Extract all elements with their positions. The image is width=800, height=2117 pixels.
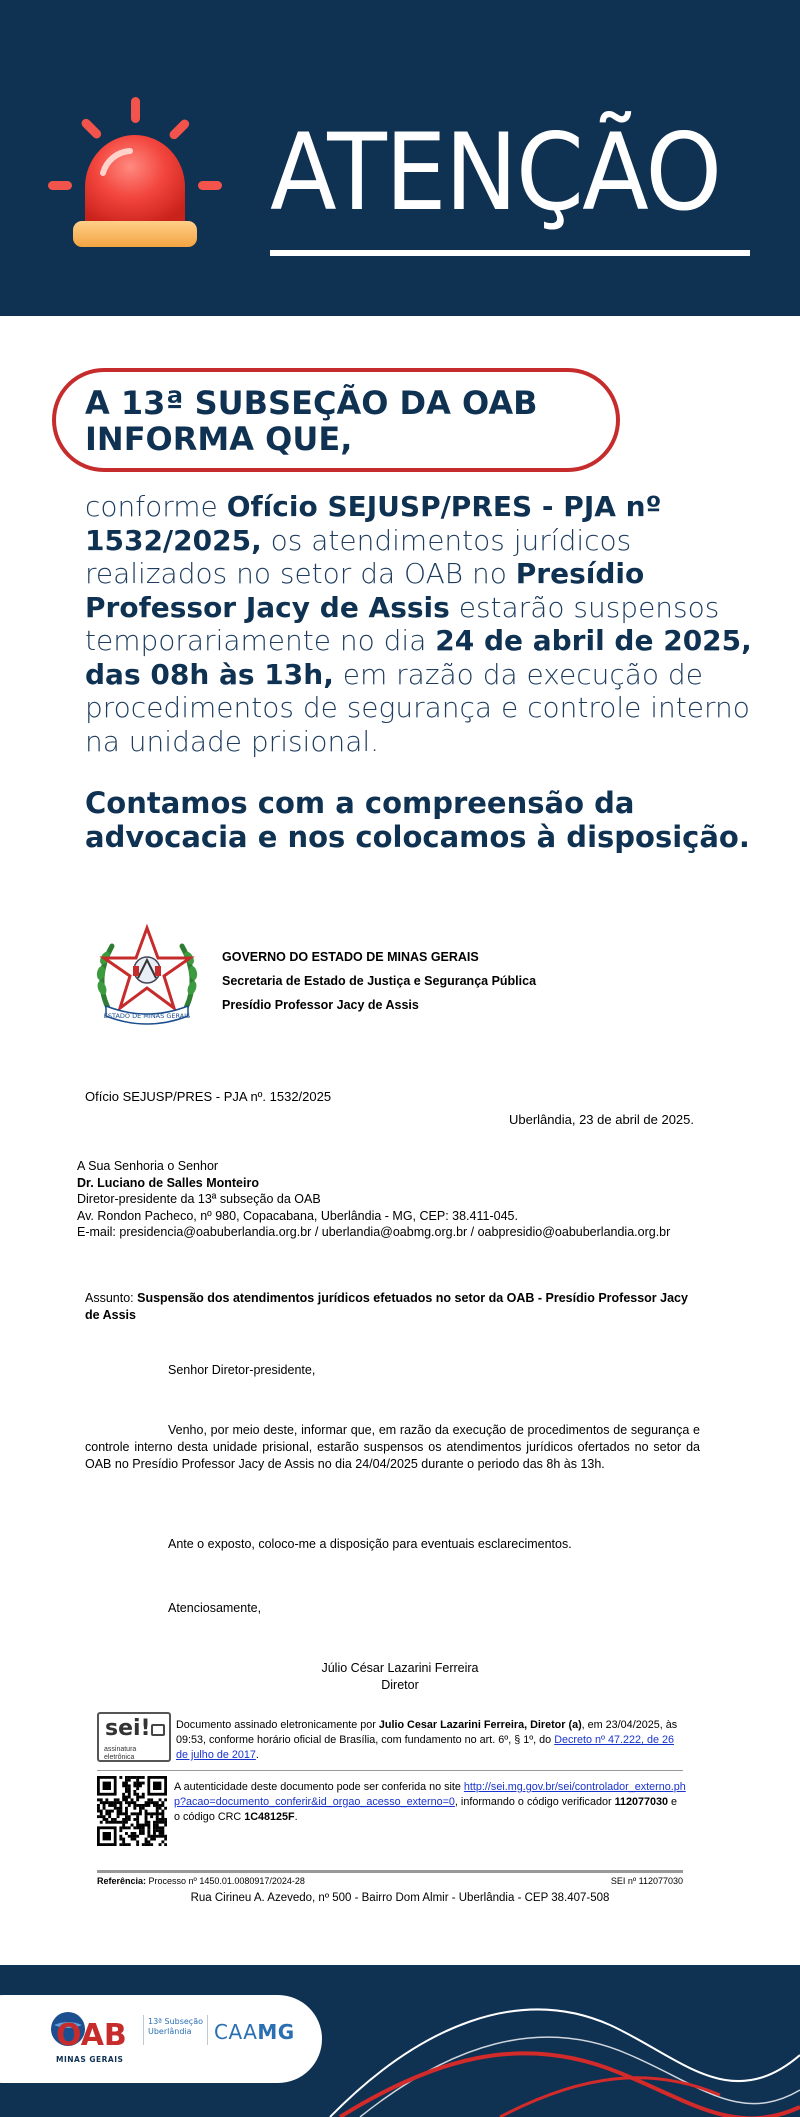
closing-statement: Contamos com a compreensão da advocacia e nos colocamos à disposição.	[85, 786, 750, 854]
process-reference: Referência: Processo nº 1450.01.0080917/2024-28	[97, 1876, 305, 1886]
subject-line: Assunto: Suspensão dos atendimentos jurídicos efetuados no setor da OAB - Presídio Professor Jacy de Assis	[85, 1291, 688, 1322]
logo-divider-2	[207, 2015, 208, 2045]
oab-logo-icon	[48, 2009, 136, 2053]
alert-title: ATENÇÃO	[270, 111, 721, 234]
sei-signature-badge: sei! assinatura eletrônica	[97, 1712, 171, 1762]
divider	[97, 1770, 683, 1771]
verification-link[interactable]: http://sei.mg.gov.br/sei/controlador_externo.php?acao=documento_conferir&id_orgao_acesso_externo=0	[174, 1781, 686, 1808]
footer-banner	[0, 1965, 800, 2117]
regards: Atenciosamente,	[168, 1601, 262, 1615]
announcement-body: conforme Ofício SEJUSP/PRES - PJA nº 1532/2025, os atendimentos jurídicos realizados no setor da OAB no Presídio Professor Jacy de Assis estarão suspensos temporariamente no dia 24 de abril de 2025, das 08h às 13h, em razão da execução de procedimentos de segurança e controle interno na unidade prisional.	[85, 490, 752, 758]
subsection-label: 13ª Subseção Uberlândia	[148, 2017, 204, 2036]
caamg-logo: CAAMG	[214, 2020, 295, 2044]
government-header: GOVERNO DO ESTADO DE MINAS GERAIS Secretaria de Estado de Justiça e Segurança Pública Presídio Professor Jacy de Assis	[222, 950, 537, 1012]
oficio-number: Ofício SEJUSP/PRES - PJA nº. 1532/2025	[85, 1089, 332, 1104]
signer: Júlio César Lazarini Ferreira Diretor	[321, 1661, 479, 1692]
title-underline	[270, 250, 750, 256]
svg-text:OAB: OAB	[56, 2018, 127, 2053]
decree-link[interactable]: Decreto nº 47.222, de 26 de julho de 2017	[176, 1734, 674, 1761]
alert-header	[0, 0, 800, 316]
recipient-block: A Sua Senhoria o Senhor Dr. Luciano de Salles Monteiro Diretor-presidente da 13ª subseção da OAB Av. Rondon Pacheco, nº 980, Copacabana, Uberlândia - MG, CEP: 38.411-045. E-mail: presidencia@oabuberlandia.org.br / uberlandia@oabmg.org.br / oabpresidio@oabuberlandia.org.br	[77, 1159, 671, 1239]
announcement-heading: A 13ª SUBSEÇÃO DA OAB INFORMA QUE,	[85, 384, 538, 458]
lock-icon	[151, 1724, 165, 1736]
electronic-signature-note: Documento assinado eletronicamente por Julio Cesar Lazarini Ferreira, Diretor (a), em 23/04/2025, às 09:53, conforme horário oficial de Brasília, com fundamento no art. 6º, § 1º, do Decreto nº 47.222, de 26 de julho de 2017.	[176, 1719, 678, 1761]
footer-address: Rua Cirineu A. Azevedo, nº 500 - Bairro Dom Almir - Uberlândia - CEP 38.407-508	[190, 1892, 610, 1904]
siren-icon	[45, 95, 225, 255]
reference-divider	[97, 1870, 683, 1873]
sei-number: SEI nº 112077030	[610, 1876, 683, 1886]
state-label: MINAS GERAIS	[56, 2055, 124, 2064]
state-seal-icon	[88, 918, 206, 1036]
svg-text:ESTADO DE MINAS GERAIS: ESTADO DE MINAS GERAIS	[103, 1012, 191, 1020]
letter-paragraph: Venho, por meio deste, informar que, em razão da execução de procedimentos de segurança e controle interno desta unidade prisional, estarão suspensos os atendimentos jurídicos ofertados no setor da OAB no Presídio Professor Jacy de Assis no dia 24/04/2025 durante o periodo das 8h às 13h.	[85, 1423, 700, 1471]
logo-divider	[143, 2015, 144, 2045]
letter-paragraph-2: Ante o exposto, coloco-me a disposição para eventuais esclarecimentos.	[168, 1537, 572, 1551]
authenticity-note: A autenticidade deste documento pode ser conferida no site http://sei.mg.gov.br/sei/controlador_externo.php?acao=documento_conferir&id_orgao_acesso_externo=0, informando o código verificador 112077030 e o código CRC 1C48125F.	[174, 1781, 686, 1823]
salutation: Senhor Diretor-presidente,	[168, 1363, 316, 1377]
letter-date: Uberlândia, 23 de abril de 2025.	[508, 1112, 694, 1127]
qr-code-icon	[97, 1776, 167, 1846]
